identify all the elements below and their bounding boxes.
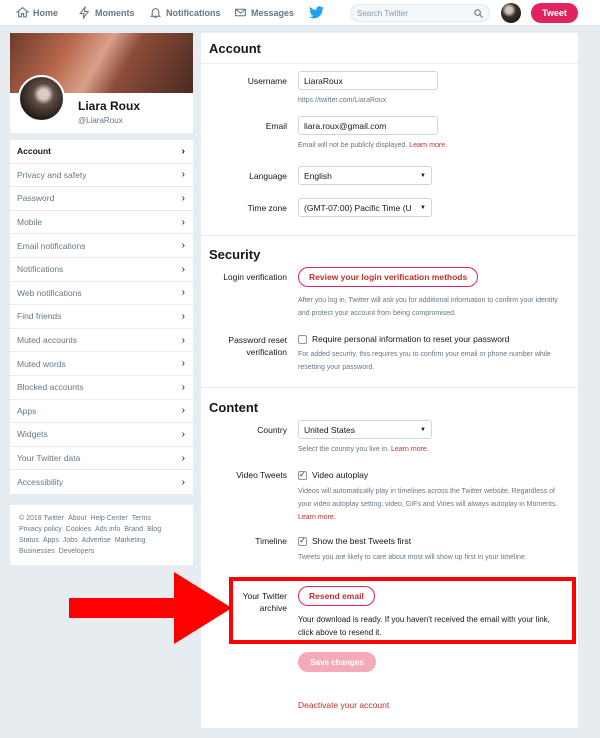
nav-moments[interactable] — [78, 6, 135, 19]
video-autoplay-help — [298, 485, 563, 524]
password-reset-checkbox-label[interactable]: Require personal information to reset your password — [312, 334, 510, 344]
red-arrow-icon — [69, 572, 234, 644]
chevron-right-icon: › — [181, 405, 185, 417]
profile-handle[interactable]: @LiaraRoux — [78, 116, 123, 125]
chevron-right-icon: › — [181, 192, 185, 204]
home-icon — [16, 6, 29, 19]
chevron-right-icon: › — [181, 216, 185, 228]
security-section-title: Security — [209, 247, 261, 262]
footer-link[interactable]: Marketing — [114, 537, 146, 544]
footer-link[interactable]: Apps — [42, 537, 59, 544]
divider — [201, 235, 578, 236]
chevron-right-icon: › — [181, 334, 185, 346]
review-login-verification-button[interactable]: Review your login verification methods — [298, 267, 478, 287]
menu-item-label: Email notifications — [17, 240, 86, 251]
chevron-right-icon: › — [181, 476, 185, 488]
chevron-right-icon: › — [181, 452, 185, 464]
timezone-value: (GMT-07:00) Pacific Time (U — [304, 202, 412, 213]
language-value: English — [304, 170, 332, 181]
footer-link[interactable]: Terms — [131, 515, 151, 522]
search-icon[interactable] — [473, 8, 484, 19]
password-reset-help: For added security, this requires you to confirm your email or phone number while resetting your password. — [298, 351, 551, 371]
footer-link[interactable]: Privacy policy — [19, 526, 62, 533]
menu-item-label: Account — [17, 146, 51, 157]
resend-email-button[interactable]: Resend email — [298, 586, 375, 606]
learn-more-link[interactable]: Learn more. — [391, 446, 429, 453]
video-autoplay-checkbox[interactable]: ✓ — [299, 470, 306, 479]
lightning-icon — [78, 6, 91, 19]
footer-link[interactable]: Status — [19, 537, 39, 544]
username-input[interactable] — [298, 71, 438, 90]
footer-link[interactable]: About — [68, 515, 87, 522]
login-verification-label: Login verification — [223, 272, 287, 282]
nav-home-label: Home — [33, 7, 59, 18]
menu-item-label: Muted words — [17, 358, 66, 369]
menu-item-label: Mobile — [17, 217, 43, 228]
footer-link[interactable]: Blog — [147, 526, 162, 533]
menu-item-widgets[interactable] — [10, 423, 193, 447]
footer-link[interactable]: Jobs — [62, 537, 78, 544]
menu-item-muted-words[interactable] — [10, 352, 193, 376]
password-reset-label-line1: Password reset — [228, 335, 287, 345]
login-verification-help: After you log in, Twitter will ask you for additional information to confirm your identity and protect your account from being compromised. — [298, 297, 558, 317]
twitter-archive-help: Your download is ready. If you haven't received the email with your link, click above to resend it. — [298, 615, 550, 637]
chevron-right-icon: › — [181, 169, 185, 181]
menu-item-muted-accounts[interactable] — [10, 329, 193, 353]
country-help-text: Select the country you live in. — [298, 446, 390, 453]
learn-more-link[interactable]: Learn more. — [409, 142, 448, 149]
top-navigation — [0, 0, 600, 26]
learn-more-link[interactable]: Learn more. — [298, 514, 336, 521]
twitter-archive-label-line1: Your Twitter — [242, 591, 287, 601]
menu-item-blocked-accounts[interactable] — [10, 376, 193, 400]
profile-avatar[interactable] — [18, 75, 65, 122]
menu-item-apps[interactable] — [10, 400, 193, 424]
email-input[interactable] — [298, 116, 438, 135]
menu-item-label: Blocked accounts — [17, 382, 84, 393]
tweet-button[interactable]: Tweet — [531, 3, 578, 23]
site-footer — [10, 505, 193, 565]
account-section-title: Account — [209, 41, 261, 56]
dropdown-arrow-icon: ▼ — [420, 172, 426, 179]
language-select[interactable] — [298, 166, 432, 185]
dropdown-arrow-icon: ▼ — [420, 426, 426, 433]
profile-card — [10, 33, 193, 133]
divider — [201, 63, 578, 64]
menu-item-label: Widgets — [17, 429, 48, 440]
video-autoplay-label[interactable]: Video autoplay — [312, 470, 369, 480]
deactivate-account-link[interactable] — [298, 700, 389, 710]
menu-item-email-notifications[interactable] — [10, 234, 193, 258]
timeline-help: Tweets you are likely to care about most will show up first in your timeline. — [298, 554, 527, 561]
deactivate-account-text[interactable]: Deactivate your account — [298, 700, 390, 710]
nav-moments-label: Moments — [95, 7, 135, 18]
chevron-right-icon: › — [181, 358, 185, 370]
menu-item-web-notifications[interactable] — [10, 282, 193, 306]
menu-item-privacy[interactable] — [10, 164, 193, 188]
footer-link[interactable]: Help Center — [90, 515, 128, 522]
chevron-right-icon: › — [181, 145, 185, 157]
country-value: United States — [304, 424, 356, 435]
profile-name[interactable]: Liara Roux — [78, 99, 141, 113]
nav-home[interactable] — [16, 6, 58, 19]
menu-item-label: Apps — [17, 405, 37, 416]
footer-link[interactable]: Businesses — [19, 548, 55, 555]
user-avatar-menu[interactable] — [501, 3, 521, 23]
best-tweets-row — [298, 536, 411, 546]
dropdown-arrow-icon: ▼ — [420, 204, 426, 211]
timeline-label: Timeline — [255, 536, 287, 546]
search-box — [350, 4, 490, 22]
divider — [201, 387, 578, 388]
video-autoplay-help-text: Videos will automatically play in timelines across the Twitter website. Regardless of your video autoplay setting, video, GIFs and Vines will always autoplay in Moments. — [298, 488, 558, 508]
menu-item-mobile[interactable] — [10, 211, 193, 235]
menu-item-label: Privacy and safety — [17, 169, 87, 180]
menu-item-account[interactable] — [10, 140, 193, 164]
password-reset-checkbox-row — [298, 334, 510, 344]
footer-link[interactable]: Ads info — [95, 526, 121, 533]
menu-item-label: Notifications — [17, 264, 64, 275]
timezone-select[interactable] — [298, 198, 432, 217]
search-input[interactable] — [357, 5, 467, 21]
menu-item-password[interactable] — [10, 187, 193, 211]
best-tweets-label[interactable]: Show the best Tweets first — [312, 536, 412, 546]
footer-link[interactable]: Developers — [58, 548, 95, 555]
email-help-text: Email will not be publicly displayed. — [298, 142, 408, 149]
footer-copyright: © 2018 Twitter — [19, 515, 65, 522]
best-tweets-checkbox[interactable]: ✓ — [299, 536, 306, 545]
country-select[interactable] — [298, 420, 432, 439]
chevron-right-icon: › — [181, 287, 185, 299]
twitter-bird-icon[interactable] — [309, 6, 324, 19]
save-changes-button[interactable]: Save changes — [298, 652, 376, 672]
twitter-archive-label-line2: archive — [259, 603, 287, 613]
chevron-right-icon: › — [181, 428, 185, 440]
video-autoplay-row — [298, 470, 368, 480]
footer-link[interactable]: Advertise — [81, 537, 111, 544]
nav-notifications[interactable] — [149, 6, 221, 19]
password-reset-label — [201, 334, 287, 358]
username-url: https://twitter.com/LiaraRoux — [298, 97, 387, 104]
menu-item-accessibility[interactable] — [10, 470, 193, 494]
menu-item-label: Password — [17, 193, 55, 204]
nav-messages[interactable] — [234, 6, 294, 19]
nav-messages-label: Messages — [251, 7, 295, 18]
nav-notifications-label: Notifications — [166, 7, 221, 18]
envelope-icon — [234, 6, 247, 19]
password-reset-checkbox[interactable] — [298, 335, 307, 344]
menu-item-label: Muted accounts — [17, 335, 78, 346]
menu-item-label: Accessibility — [17, 477, 64, 488]
footer-link[interactable]: Brand — [124, 526, 144, 533]
menu-item-label: Web notifications — [17, 287, 82, 298]
content-section-title: Content — [209, 400, 259, 415]
email-label: Email — [265, 121, 287, 131]
password-reset-label-line2: verification — [246, 347, 287, 357]
chevron-right-icon: › — [181, 381, 185, 393]
country-help — [298, 443, 429, 456]
menu-item-notifications[interactable] — [10, 258, 193, 282]
archive-highlight-box — [229, 577, 576, 644]
menu-item-label: Your Twitter data — [17, 453, 81, 464]
chevron-right-icon: › — [181, 240, 185, 252]
country-label: Country — [257, 425, 287, 435]
bell-icon — [149, 6, 162, 19]
menu-item-find-friends[interactable] — [10, 305, 193, 329]
footer-link[interactable]: Cookies — [65, 526, 92, 533]
menu-item-twitter-data[interactable] — [10, 447, 193, 471]
settings-menu — [10, 140, 193, 494]
video-tweets-label: Video Tweets — [236, 470, 287, 480]
chevron-right-icon: › — [181, 263, 185, 275]
timezone-label: Time zone — [247, 203, 287, 213]
language-label: Language — [249, 171, 287, 181]
chevron-right-icon: › — [181, 310, 185, 322]
username-label: Username — [247, 76, 287, 86]
email-help — [298, 139, 447, 152]
menu-item-label: Find friends — [17, 311, 62, 322]
